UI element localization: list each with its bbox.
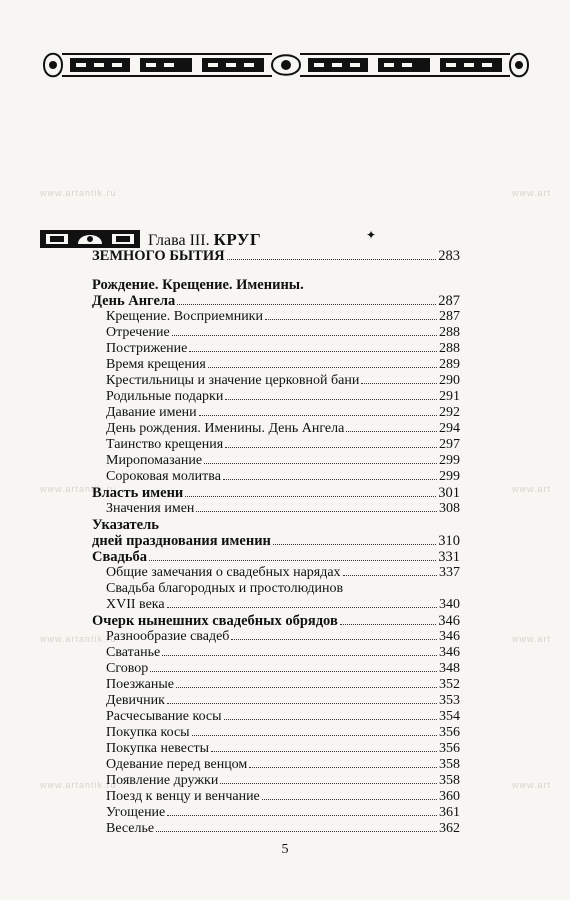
toc-entry-page: 361 bbox=[439, 805, 460, 820]
chapter-ornament-icon bbox=[40, 228, 140, 250]
toc-entry-title: Разнообразие свадеб bbox=[106, 629, 230, 644]
toc-entry[interactable] bbox=[92, 405, 460, 421]
toc-entry-page: 308 bbox=[439, 501, 460, 516]
toc-entry-page: 289 bbox=[439, 357, 460, 372]
watermark: www.artantik.ru bbox=[40, 484, 117, 494]
toc-entry-page: 362 bbox=[439, 821, 460, 836]
toc-entry[interactable] bbox=[92, 709, 460, 725]
toc-entry-page: 299 bbox=[439, 453, 460, 468]
toc-leader-dots bbox=[225, 399, 437, 400]
toc-entry-title: Сватанье bbox=[106, 645, 161, 660]
toc-entry[interactable] bbox=[92, 661, 460, 677]
chapter-title-part1: КРУГ bbox=[213, 230, 262, 249]
toc-entry-page: 352 bbox=[439, 677, 460, 692]
toc-entry-title: Власть имени bbox=[92, 485, 184, 501]
toc-entry-page: 358 bbox=[439, 773, 460, 788]
toc-entry[interactable] bbox=[92, 629, 460, 645]
toc-entry[interactable] bbox=[92, 501, 460, 517]
toc-entry-page: 288 bbox=[439, 325, 460, 340]
toc-entry-page: 337 bbox=[439, 565, 460, 580]
toc-entry-page: 358 bbox=[439, 757, 460, 772]
toc-entry[interactable] bbox=[92, 773, 460, 789]
toc-entry-title: дней празднования именин bbox=[92, 533, 271, 549]
toc-entry-title: Одевание перед венцом bbox=[106, 757, 248, 772]
toc-entry[interactable] bbox=[92, 373, 460, 389]
toc-leader-dots bbox=[149, 560, 436, 561]
header-ornament bbox=[36, 44, 536, 86]
toc-entry-page: 288 bbox=[439, 341, 460, 356]
toc-entry[interactable] bbox=[92, 757, 460, 773]
toc-entry-page: 292 bbox=[439, 405, 460, 420]
toc-entry-title: Давание имени bbox=[106, 405, 197, 420]
toc-entry-title: Свадьба благородных и простолюдинов bbox=[106, 581, 344, 596]
toc-entry-page: 297 bbox=[439, 437, 460, 452]
toc-leader-dots bbox=[156, 831, 437, 832]
toc-leader-dots bbox=[189, 351, 437, 352]
toc-entry[interactable] bbox=[92, 741, 460, 757]
toc-leader-dots bbox=[273, 544, 436, 545]
toc-leader-dots bbox=[249, 767, 437, 768]
toc-leader-dots bbox=[220, 783, 437, 784]
toc-leader-dots bbox=[167, 607, 437, 608]
toc-entry[interactable] bbox=[92, 645, 460, 661]
toc-entry-title: День рождения. Именины. День Ангела bbox=[106, 421, 345, 436]
toc-entry-title: Покупка невесты bbox=[106, 741, 210, 756]
toc-leader-dots bbox=[231, 639, 437, 640]
toc-leader-dots bbox=[167, 703, 437, 704]
toc-entry-title: Сороковая молитва bbox=[106, 469, 221, 484]
toc-entry[interactable] bbox=[92, 693, 460, 709]
toc-entry-page: 310 bbox=[438, 533, 460, 549]
toc-entry-page: 360 bbox=[439, 789, 460, 804]
toc-leader-dots bbox=[225, 447, 437, 448]
toc-entry-title: Покупка косы bbox=[106, 725, 190, 740]
toc-leader-dots bbox=[211, 751, 437, 752]
toc-entry-title: Крестильницы и значение церковной бани bbox=[106, 373, 360, 388]
toc-entry-title: Пострижение bbox=[106, 341, 188, 356]
toc-entry-title: Общие замечания о свадебных нарядах bbox=[106, 565, 341, 580]
toc-entry-title: Родильные подарки bbox=[106, 389, 224, 404]
toc-leader-dots bbox=[204, 463, 437, 464]
toc-leader-dots bbox=[340, 624, 436, 625]
toc-leader-dots bbox=[265, 319, 437, 320]
toc-entry[interactable] bbox=[92, 248, 460, 264]
toc-leader-dots bbox=[223, 479, 437, 480]
watermark: www.art bbox=[512, 634, 552, 644]
toc-leader-dots bbox=[208, 367, 437, 368]
toc-entry-page: 287 bbox=[438, 293, 460, 309]
chapter-title bbox=[148, 230, 261, 250]
toc-entry[interactable] bbox=[92, 517, 460, 533]
toc-entry-page: 291 bbox=[439, 389, 460, 404]
toc-entry-page: 354 bbox=[439, 709, 460, 724]
chapter-prefix: Глава III. bbox=[148, 232, 210, 249]
toc-entry-page: 346 bbox=[439, 629, 460, 644]
toc-entry-title: Миропомазание bbox=[106, 453, 203, 468]
toc-entry-title: Веселье bbox=[106, 821, 155, 836]
toc-entry-page: 346 bbox=[439, 645, 460, 660]
toc-entry[interactable] bbox=[92, 597, 460, 613]
toc-entry-title: Поезжаные bbox=[106, 677, 174, 692]
toc-entry[interactable] bbox=[92, 613, 460, 629]
toc-entry-title: Появление дружки bbox=[106, 773, 219, 788]
toc-entry-page: 353 bbox=[439, 693, 460, 708]
toc-leader-dots bbox=[343, 575, 437, 576]
toc-leader-dots bbox=[346, 431, 437, 432]
toc-entry-page: 346 bbox=[438, 613, 460, 629]
toc-entry-page: 301 bbox=[438, 485, 460, 501]
toc-leader-dots bbox=[185, 496, 436, 497]
toc-entry-title: Время крещения bbox=[106, 357, 206, 372]
toc-entry[interactable] bbox=[92, 357, 460, 373]
toc-leader-dots bbox=[227, 259, 437, 260]
toc-entry-title: XVII века bbox=[106, 597, 165, 612]
toc-entry[interactable] bbox=[92, 549, 460, 565]
toc-entry[interactable] bbox=[92, 677, 460, 693]
toc-entry-page: 299 bbox=[439, 469, 460, 484]
toc-entry-title: День Ангела bbox=[92, 293, 176, 309]
toc-leader-dots bbox=[224, 719, 437, 720]
toc-entry[interactable] bbox=[92, 453, 460, 469]
toc-entry-title: Рождение. Крещение. Именины. bbox=[92, 277, 304, 293]
toc-entry-title: Поезд к венцу и венчание bbox=[106, 789, 260, 804]
toc-leader-dots bbox=[162, 655, 437, 656]
toc-leader-dots bbox=[172, 335, 437, 336]
table-of-contents bbox=[92, 248, 460, 837]
toc-entry[interactable] bbox=[92, 821, 460, 837]
watermark: www.art bbox=[512, 780, 552, 790]
toc-entry-title: Очерк нынешних свадебных обрядов bbox=[92, 613, 338, 629]
toc-entry-title: Расчесывание косы bbox=[106, 709, 222, 724]
toc-entry-title: Значения имен bbox=[106, 501, 195, 516]
watermark: www.artantik.ru bbox=[40, 634, 117, 644]
toc-gap bbox=[92, 264, 460, 277]
watermark: www.artantik.ru bbox=[40, 188, 117, 198]
toc-entry-title: Угощение bbox=[106, 805, 166, 820]
toc-entry[interactable] bbox=[92, 485, 460, 501]
toc-entry[interactable] bbox=[92, 565, 460, 581]
toc-entry[interactable] bbox=[92, 293, 460, 309]
toc-entry-title: ЗЕМНОГО БЫТИЯ bbox=[92, 248, 225, 264]
toc-entry[interactable] bbox=[92, 581, 460, 597]
toc-entry[interactable] bbox=[92, 437, 460, 453]
toc-leader-dots bbox=[262, 799, 437, 800]
page-number: 5 bbox=[281, 842, 289, 857]
watermark: www.art bbox=[512, 188, 552, 198]
toc-entry-page: 348 bbox=[439, 661, 460, 676]
star-mark-icon: ✦ bbox=[366, 228, 377, 242]
toc-entry[interactable] bbox=[92, 309, 460, 325]
toc-leader-dots bbox=[192, 735, 437, 736]
toc-entry-title: Свадьба bbox=[92, 549, 148, 565]
watermark: www.art bbox=[512, 484, 552, 494]
toc-leader-dots bbox=[167, 815, 437, 816]
toc-entry[interactable] bbox=[92, 421, 460, 437]
toc-entry-page: 340 bbox=[439, 597, 460, 612]
toc-entry[interactable] bbox=[92, 341, 460, 357]
toc-entry-page: 356 bbox=[439, 741, 460, 756]
toc-entry[interactable] bbox=[92, 325, 460, 341]
toc-entry[interactable] bbox=[92, 725, 460, 741]
toc-leader-dots bbox=[196, 511, 437, 512]
toc-leader-dots bbox=[150, 671, 437, 672]
toc-entry[interactable] bbox=[92, 469, 460, 485]
toc-entry[interactable] bbox=[92, 805, 460, 821]
toc-entry-page: 294 bbox=[439, 421, 460, 436]
toc-entry-title: Отречение bbox=[106, 325, 170, 340]
toc-leader-dots bbox=[176, 687, 437, 688]
toc-leader-dots bbox=[177, 304, 436, 305]
toc-leader-dots bbox=[361, 383, 437, 384]
toc-leader-dots bbox=[199, 415, 437, 416]
watermark: www.artantik.ru bbox=[40, 780, 117, 790]
toc-entry[interactable] bbox=[92, 789, 460, 805]
toc-entry-page: 356 bbox=[439, 725, 460, 740]
toc-entry[interactable] bbox=[92, 533, 460, 549]
toc-entry-page: 283 bbox=[438, 248, 460, 264]
toc-entry-title: Указатель bbox=[92, 517, 159, 533]
toc-entry-title: Таинство крещения bbox=[106, 437, 224, 452]
toc-entry-title: Девичник bbox=[106, 693, 165, 708]
toc-entry-page: 331 bbox=[438, 549, 460, 565]
toc-entry-page: 287 bbox=[439, 309, 460, 324]
toc-entry-page: 290 bbox=[439, 373, 460, 388]
toc-entry[interactable] bbox=[92, 277, 460, 293]
toc-entry[interactable] bbox=[92, 389, 460, 405]
toc-entry-title: Сговор bbox=[106, 661, 149, 676]
toc-entry-title: Крещение. Восприемники bbox=[106, 309, 263, 324]
